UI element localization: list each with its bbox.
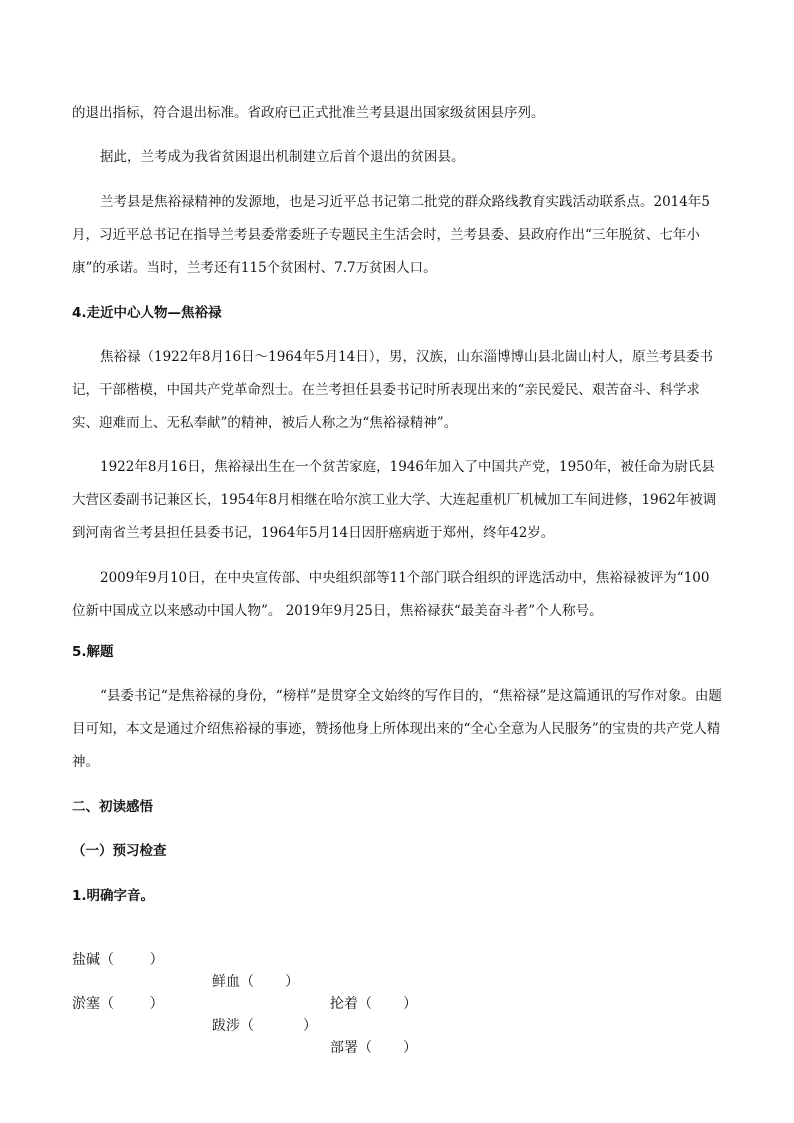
- heading-first-reading: 二、初读感悟: [72, 799, 153, 815]
- paragraph-intro: 的退出指标，符合退出标准。省政府已正式批准兰考县退出国家级贫困县序列。: [72, 105, 545, 121]
- pinyin-item-bushu: 部署（ ）: [330, 1040, 418, 1056]
- heading-central-figure: 4.走近中心人物—焦裕禄: [72, 305, 222, 321]
- paragraph-honors: 2009年9月10日，在中央宣传部、中央组织部等11个部门联合组织的评选活动中，焦裕禄被评为“100位新中国成立以来感动中国人物”。 2019年9月25日，焦裕禄获“最美奋斗者”个人称号。: [72, 570, 710, 619]
- pinyin-item-xianxue: 鲜血（ ）: [212, 974, 300, 990]
- paragraph-jiao-yulu-life: 1922年8月16日，焦裕禄出生在一个贫苦家庭，1946年加入了中国共产党，1950年，被任命为尉氏县大营区委副书记兼区长，1954年8月相继在哈尔滨工业大学、大连起重机厂机械加工车间进修，1962年被调到河南省兰考县担任县委书记，1964年5月14日因肝癌病逝于郑州，终年42岁。: [72, 459, 717, 541]
- pinyin-item-bashe: 跋涉（ ）: [212, 1018, 317, 1034]
- pinyin-item-lunzhe: 抡着（ ）: [330, 996, 418, 1012]
- pinyin-item-yuse: 淤塞（ ）: [72, 996, 164, 1012]
- paragraph-first-exit: 据此，兰考成为我省贫困退出机制建立后首个退出的贫困县。: [100, 149, 465, 165]
- heading-preview-check: （一）预习检查: [72, 843, 167, 859]
- heading-title-explanation: 5.解题: [72, 644, 114, 660]
- paragraph-jiao-yulu-bio: 焦裕禄（1922年8月16日～1964年5月14日），男，汉族，山东淄博博山县北崮山村人，原兰考县委书记，干部楷模，中国共产党革命烈士。在兰考担任县委书记时所表现出来的“亲民爱民、艰苦奋斗、科学求实、迎难而上、无私奉献”的精神，被后人称之为“焦裕禄精神”。: [72, 349, 713, 431]
- paragraph-lankao-background: 兰考县是焦裕禄精神的发源地，也是习近平总书记第二批党的群众路线教育实践活动联系点。2014年5月，习近平总书记在指导兰考县委常委班子专题民主生活会时，兰考县委、县政府作出“三年脱贫、七年小康”的承诺。当时，兰考还有115个贫困村、7.7万贫困人口。: [72, 194, 710, 276]
- heading-pronunciation: 1.明确字音。: [72, 888, 155, 904]
- paragraph-title-explanation: “县委书记“是焦裕禄的身份，“榜样”是贯穿全文始终的写作目的，“焦裕禄”是这篇通讯的写作对象。由题目可知，本文是通过介绍焦裕禄的事迹，赞扬他身上所体现出来的“全心全意为人民服务”的宝贵的共产党人精神。: [72, 688, 722, 770]
- pinyin-item-yanjian: 盐碱（ ）: [72, 952, 164, 968]
